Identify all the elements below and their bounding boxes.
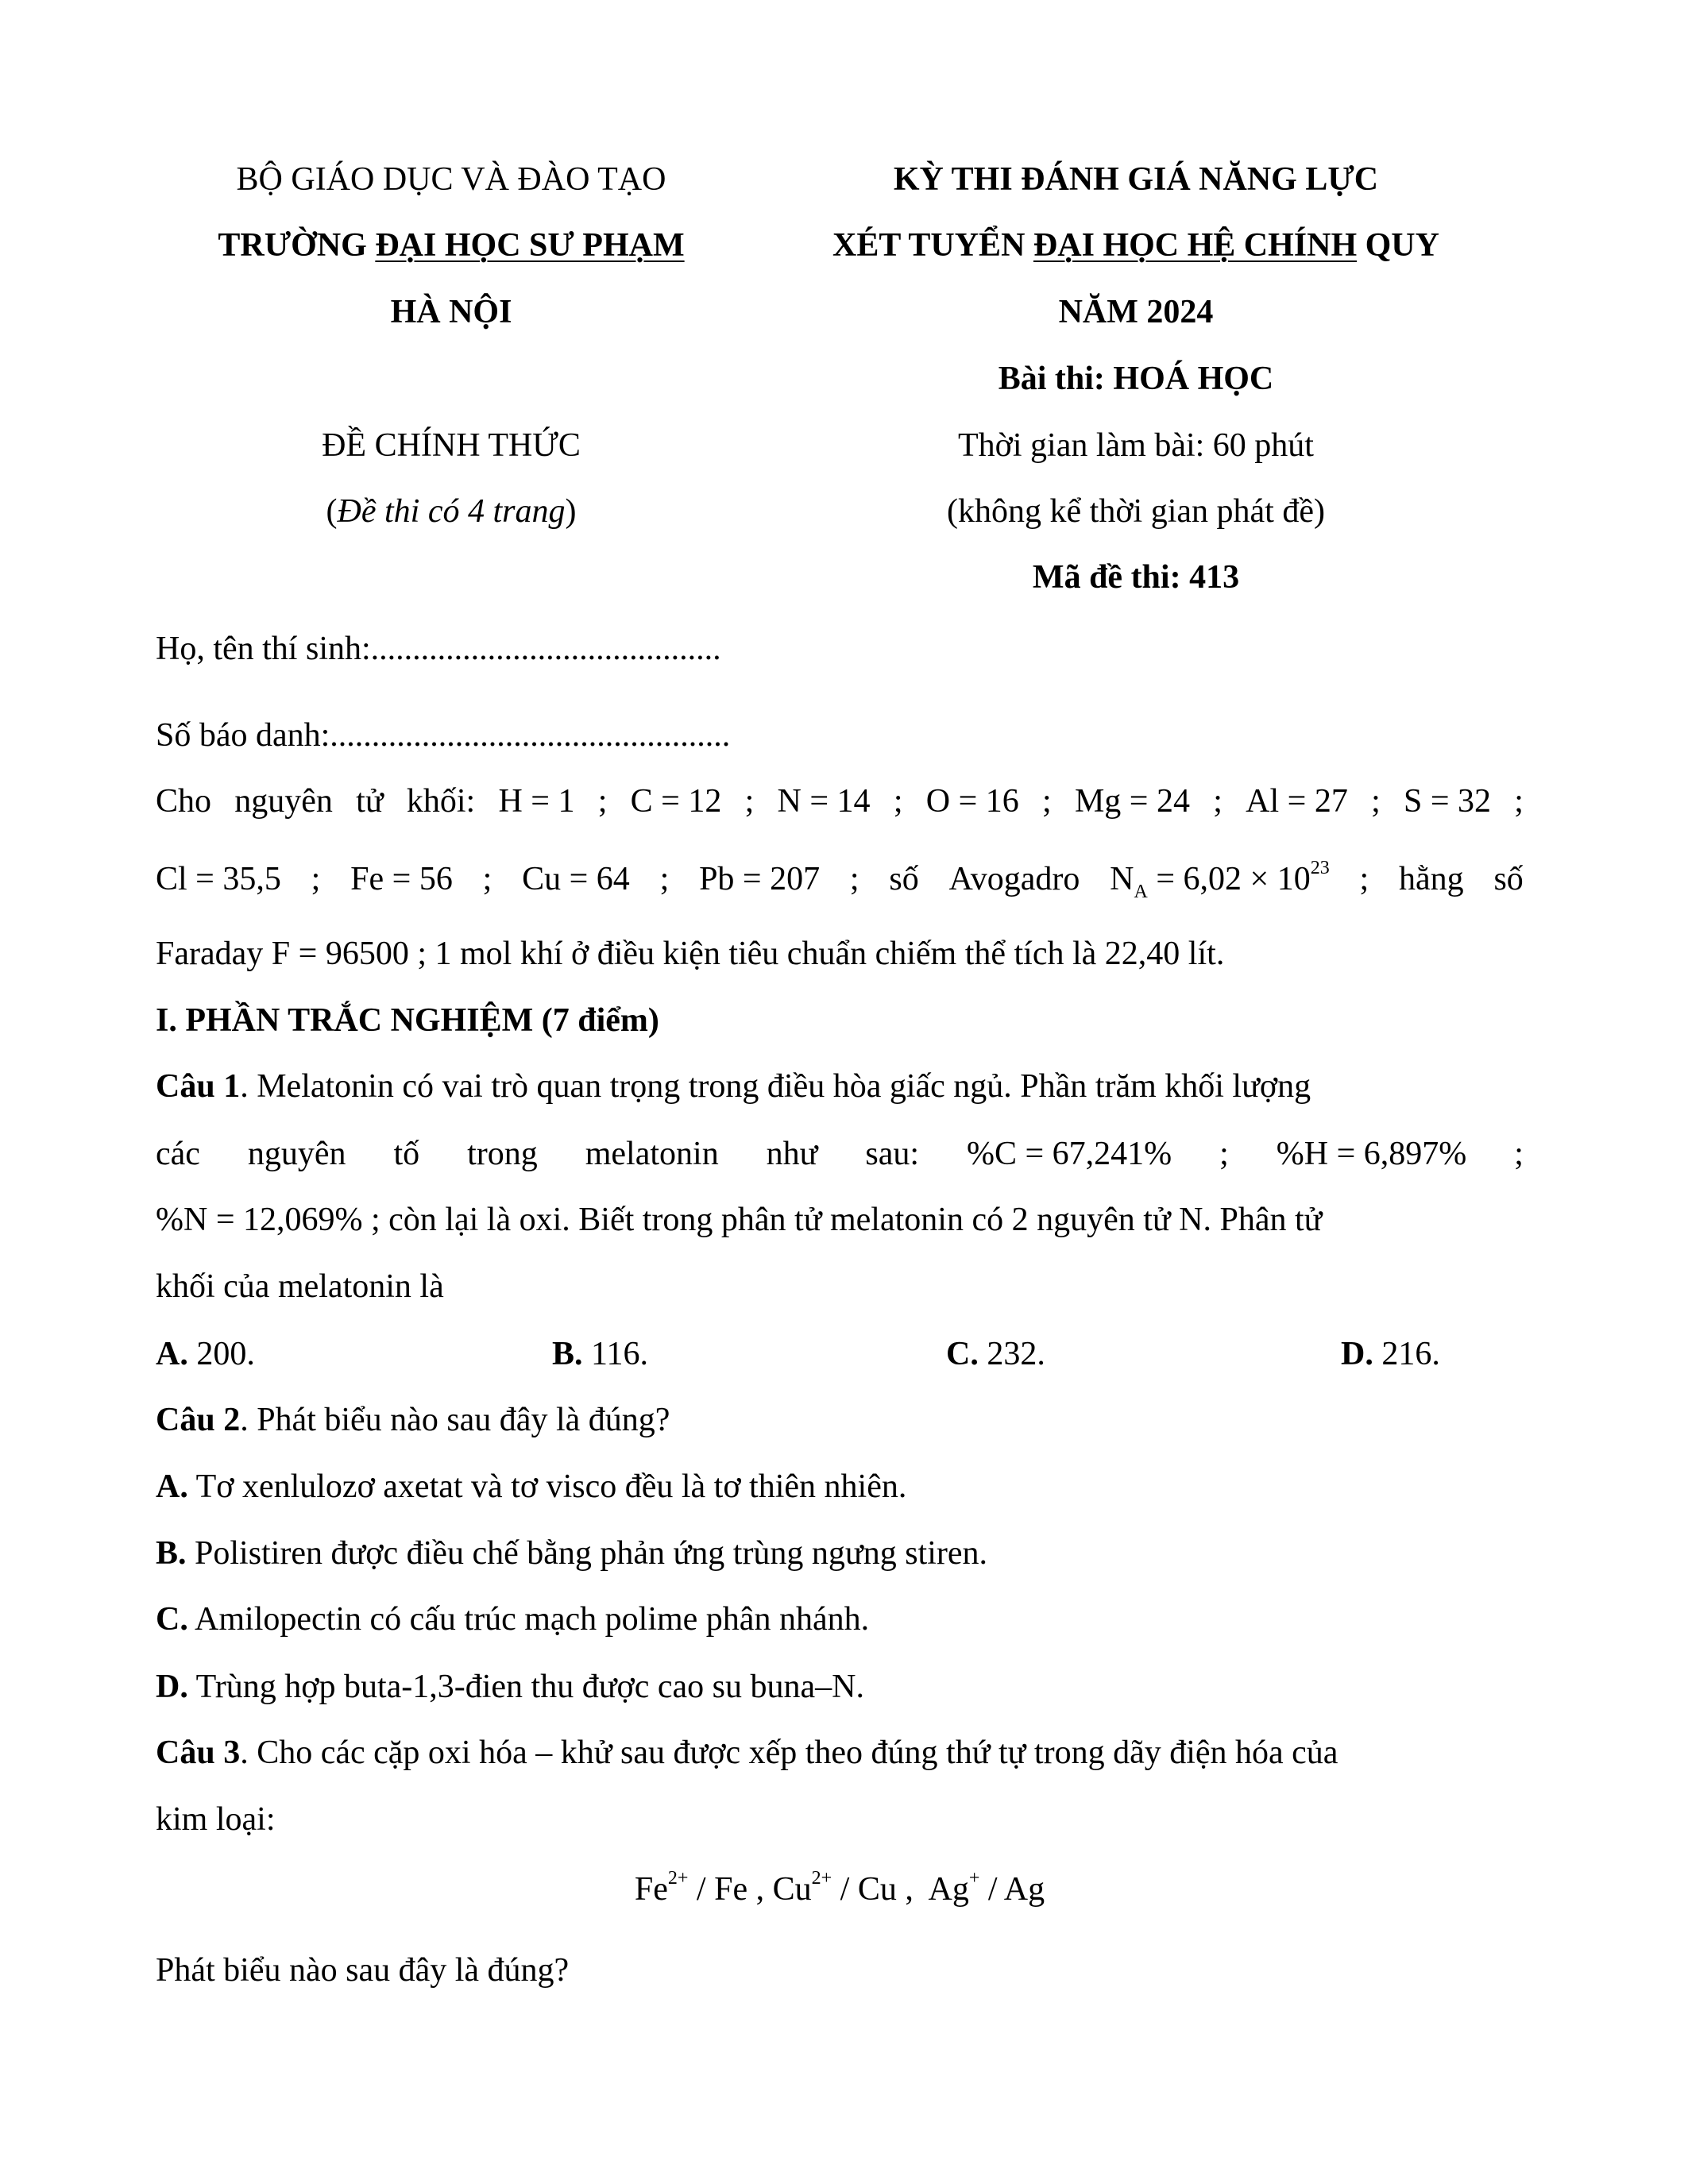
word: tố — [393, 1136, 420, 1172]
atomic-mass-fe: Fe = 56 — [350, 861, 453, 897]
separator: ; — [1359, 861, 1369, 897]
exam-title: KỲ THI ĐÁNH GIÁ NĂNG LỰC — [893, 161, 1379, 198]
university-prefix: TRƯỜNG — [218, 227, 376, 264]
separator: ; — [1514, 1136, 1524, 1172]
ion-symbol: Cu — [772, 1871, 812, 1908]
redox-pair-fe — [634, 1868, 773, 1908]
university-name-line2: HÀ NỘI — [390, 294, 512, 330]
exam-subtitle-underlined: ĐẠI HỌC HỆ CHÍNH — [1033, 227, 1358, 264]
percent-hydrogen: %H = 6,897% — [1276, 1136, 1467, 1172]
exam-year: NĂM 2024 — [1058, 294, 1214, 330]
atomic-mass-cu: Cu = 64 — [522, 861, 630, 897]
option-letter: D. — [1341, 1336, 1373, 1372]
redox-pairs — [634, 1868, 1045, 1908]
word: nguyên — [234, 783, 333, 820]
candidate-id-field: Số báo danh:................................................ — [156, 717, 731, 754]
separator: ; — [311, 861, 321, 897]
constants-line-3: Faraday F = 96500 ; 1 mol khí ở điều kiện tiêu chuẩn chiếm thể tích là 22,40 lít. — [156, 936, 1225, 972]
percent-carbon: %C = 67,241% — [966, 1136, 1172, 1172]
option-text: 116. — [582, 1336, 648, 1372]
separator: ; — [893, 783, 903, 820]
word: Cho — [156, 783, 212, 820]
word: sau: — [865, 1136, 920, 1172]
q1-option-b[interactable] — [552, 1337, 648, 1371]
atomic-mass-h: H = 1 — [498, 783, 575, 820]
q2-option-c[interactable] — [156, 1603, 869, 1636]
word: nguyên — [247, 1136, 346, 1172]
separator: ; — [659, 861, 670, 897]
option-text: 232. — [978, 1336, 1045, 1372]
avogadro-constant — [1110, 858, 1330, 902]
atomic-mass-s: S = 32 — [1404, 783, 1492, 820]
atomic-mass-cl: Cl = 35,5 — [156, 861, 281, 897]
separator: ; — [744, 783, 755, 820]
redox-pair-ag — [928, 1868, 1045, 1908]
exam-code: Mã đề thi: 413 — [1032, 559, 1240, 596]
exam-subtitle — [832, 229, 1439, 262]
option-letter: C. — [946, 1336, 979, 1372]
duration: Thời gian làm bài: 60 phút — [958, 427, 1314, 464]
exam-subtitle-a: XÉT TUYỂN — [832, 227, 1033, 264]
pages-note-text: Đề thi có 4 trang — [337, 493, 566, 530]
word: trong — [467, 1136, 538, 1172]
metal-symbol: / Cu , — [832, 1871, 929, 1908]
subject-title: Bài thi: HOÁ HỌC — [998, 361, 1274, 397]
q2-option-a[interactable] — [156, 1470, 906, 1503]
constants-line-2 — [156, 858, 1524, 902]
pages-note: (Đề thi có 4 trang) — [326, 493, 577, 530]
q1-option-c[interactable] — [946, 1337, 1045, 1371]
q2-option-b[interactable] — [156, 1537, 987, 1570]
option-letter: B. — [552, 1336, 583, 1372]
atomic-mass-c: C = 12 — [630, 783, 722, 820]
ion-symbol: Fe — [634, 1871, 668, 1908]
option-letter: D. — [156, 1669, 188, 1705]
q3-question: Phát biểu nào sau đây là đúng? — [156, 1952, 570, 1989]
option-text: Trùng hợp buta-1,3-đien thu được cao su buna–N. — [187, 1669, 864, 1705]
separator: ; — [1219, 1136, 1229, 1172]
word: số — [1493, 861, 1524, 897]
q1-option-a[interactable] — [156, 1337, 255, 1371]
word: số — [889, 861, 919, 897]
q3-line-1 — [156, 1736, 1338, 1769]
atomic-mass-pb: Pb = 207 — [699, 861, 821, 897]
section-title: I. PHẦN TRẮC NGHIỆM (7 điểm) — [156, 1002, 659, 1039]
avogadro-exponent: 23 — [1310, 858, 1330, 878]
word: tử — [356, 783, 384, 820]
candidate-name-field: Họ, tên thí sinh:.......................................... — [156, 631, 721, 667]
option-letter: A. — [156, 1468, 188, 1505]
option-letter: C. — [156, 1601, 188, 1638]
university-name-line1 — [218, 229, 684, 262]
separator: ; — [1213, 783, 1223, 820]
option-letter: A. — [156, 1336, 188, 1372]
q3-line-2: kim loại: — [156, 1801, 276, 1838]
q1-label: Câu 1 — [156, 1068, 241, 1105]
option-text: Polistiren được điều chế bằng phản ứng trùng ngưng stiren. — [186, 1535, 988, 1572]
q1-line-1 — [156, 1070, 1311, 1103]
option-text: 216. — [1373, 1336, 1440, 1372]
ion-charge: 2+ — [811, 1868, 832, 1889]
ion-charge: + — [968, 1868, 980, 1889]
word: như — [766, 1136, 818, 1172]
q1-option-d[interactable] — [1341, 1337, 1440, 1371]
q2-stem — [156, 1403, 670, 1437]
word: Avogadro — [948, 861, 1080, 897]
atomic-mass-n: N = 14 — [777, 783, 871, 820]
option-text: Tơ xenlulozơ axetat và tơ visco đều là tơ thiên nhiên. — [187, 1468, 907, 1505]
q2-stem-text: . Phát biểu nào sau đây là đúng? — [240, 1402, 670, 1438]
separator: ; — [1042, 783, 1052, 820]
q1-line-4: khối của melatonin là — [156, 1268, 444, 1305]
avogadro-symbol: N — [1110, 861, 1134, 897]
word: khối: — [406, 783, 476, 820]
q1-line-3: %N = 12,069% ; còn lại là oxi. Biết trong phân tử melatonin có 2 nguyên tử N. Phân tử — [156, 1202, 1323, 1238]
ion-charge: 2+ — [667, 1868, 689, 1889]
option-text: Amilopectin có cấu trúc mạch polime phân nhánh. — [187, 1601, 870, 1638]
atomic-mass-mg: Mg = 24 — [1074, 783, 1190, 820]
q3-stem-1: . Cho các cặp oxi hóa – khử sau được xếp theo đúng thứ tự trong dãy điện hóa của — [240, 1734, 1338, 1771]
word: hằng — [1399, 861, 1464, 897]
q2-label: Câu 2 — [156, 1402, 241, 1438]
q1-stem-1: . Melatonin có vai trò quan trọng trong điều hòa giấc ngủ. Phần trăm khối lượng — [240, 1068, 1311, 1105]
constants-line-1 — [156, 785, 1524, 818]
q3-label: Câu 3 — [156, 1734, 241, 1771]
option-text: 200. — [187, 1336, 255, 1372]
word: các — [156, 1136, 200, 1172]
atomic-mass-al: Al = 27 — [1246, 783, 1348, 820]
separator: ; — [1371, 783, 1381, 820]
option-letter: B. — [156, 1535, 187, 1572]
separator: ; — [1514, 783, 1524, 820]
separator: ; — [849, 861, 859, 897]
redox-pair-cu — [772, 1868, 929, 1908]
q1-line-2 — [156, 1137, 1524, 1171]
metal-symbol: / Ag — [979, 1871, 1045, 1908]
avogadro-subscript: A — [1134, 882, 1148, 902]
word: melatonin — [585, 1136, 719, 1172]
ion-symbol: Ag — [928, 1871, 969, 1908]
duration-note: (không kể thời gian phát đề) — [947, 493, 1325, 530]
university-underlined: ĐẠI HỌC SƯ PHẠM — [375, 227, 685, 264]
separator: ; — [597, 783, 608, 820]
ministry-name: BỘ GIÁO DỤC VÀ ĐÀO TẠO — [236, 161, 666, 198]
exam-subtitle-c: QUY — [1357, 227, 1439, 264]
avogadro-value: = 6,02 × 10 — [1156, 861, 1311, 897]
official-label: ĐỀ CHÍNH THỨC — [322, 427, 581, 464]
separator: ; — [482, 861, 492, 897]
atomic-mass-o: O = 16 — [925, 783, 1019, 820]
metal-symbol: / Fe , — [688, 1871, 773, 1908]
q2-option-d[interactable] — [156, 1670, 864, 1704]
